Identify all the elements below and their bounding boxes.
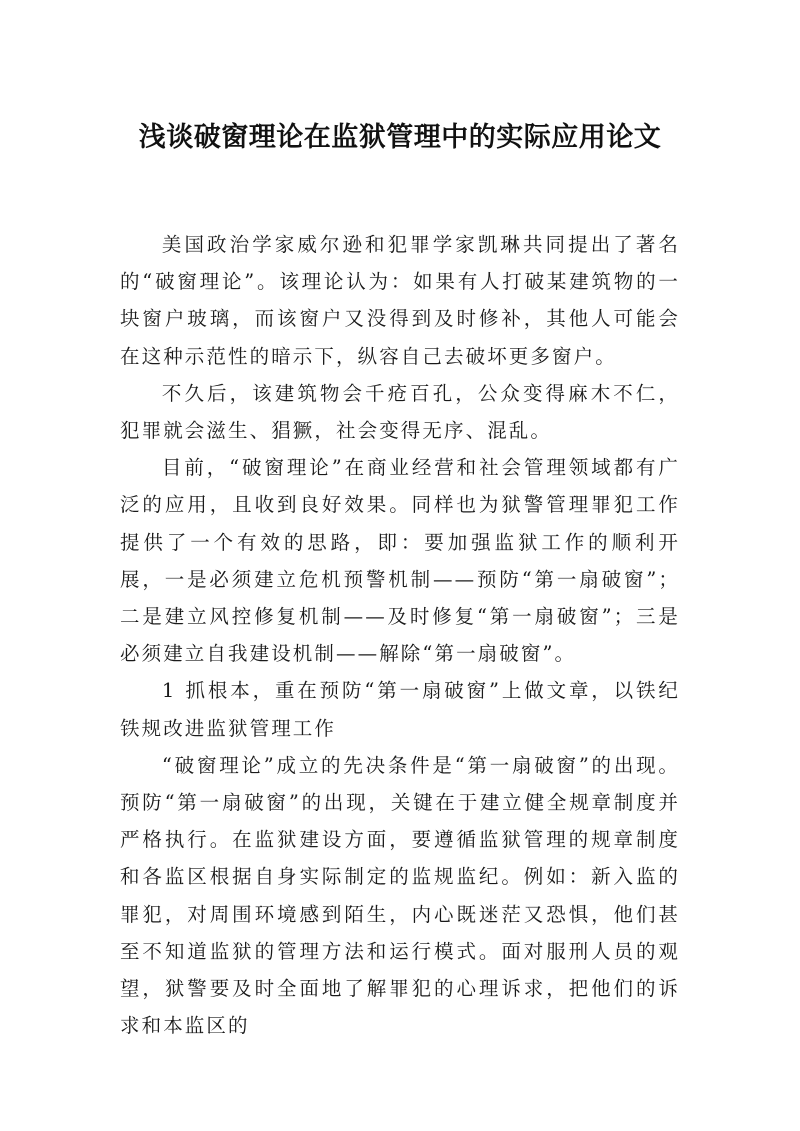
section-heading-1: 1 抓根本，重在预防“第一扇破窗”上做文章，以铁纪铁规改进监狱管理工作 [120, 679, 680, 740]
document-body [120, 226, 680, 1044]
document-title: 浅谈破窗理论在监狱管理中的实际应用论文 [138, 122, 662, 154]
paragraph-consequence: 不久后，该建筑物会千疮百孔，公众变得麻木不仁，犯罪就会滋生、猖獗，社会变得无序、混乱。 [120, 381, 680, 443]
paragraph-intro: 美国政治学家威尔逊和犯罪学家凯琳共同提出了著名的“破窗理论”。该理论认为：如果有人打破某建筑物的一块窗户玻璃，而该窗户又没得到及时修补，其他人可能会在这种示范性的暗示下，纵容自己去破坏更多窗户。 [120, 233, 680, 368]
paragraph-application: 目前，“破窗理论”在商业经营和社会管理领域都有广泛的应用，且收到良好效果。同样也为狱警管理罪犯工作提供了一个有效的思路，即：要加强监狱工作的顺利开展，一是必须建立危机预警机制——预防“第一扇破窗”；二是建立风控修复机制——及时修复“第一扇破窗”；三是必须建立自我建设机制——解除“第一扇破窗”。 [120, 456, 680, 666]
paragraph-section-1: “破窗理论”成立的先决条件是“第一扇破窗”的出现。预防“第一扇破窗”的出现，关键在于建立健全规章制度并严格执行。在监狱建设方面，要遵循监狱管理的规章制度和各监区根据自身实际制定的监规监纪。例如：新入监的罪犯，对周围环境感到陌生，内心既迷茫又恐惧，他们甚至不知道监狱的管理方法和运行模式。面对服刑人员的观望，狱警要及时全面地了解罪犯的心理诉求，把他们的诉求和本监区的 [120, 753, 680, 1038]
